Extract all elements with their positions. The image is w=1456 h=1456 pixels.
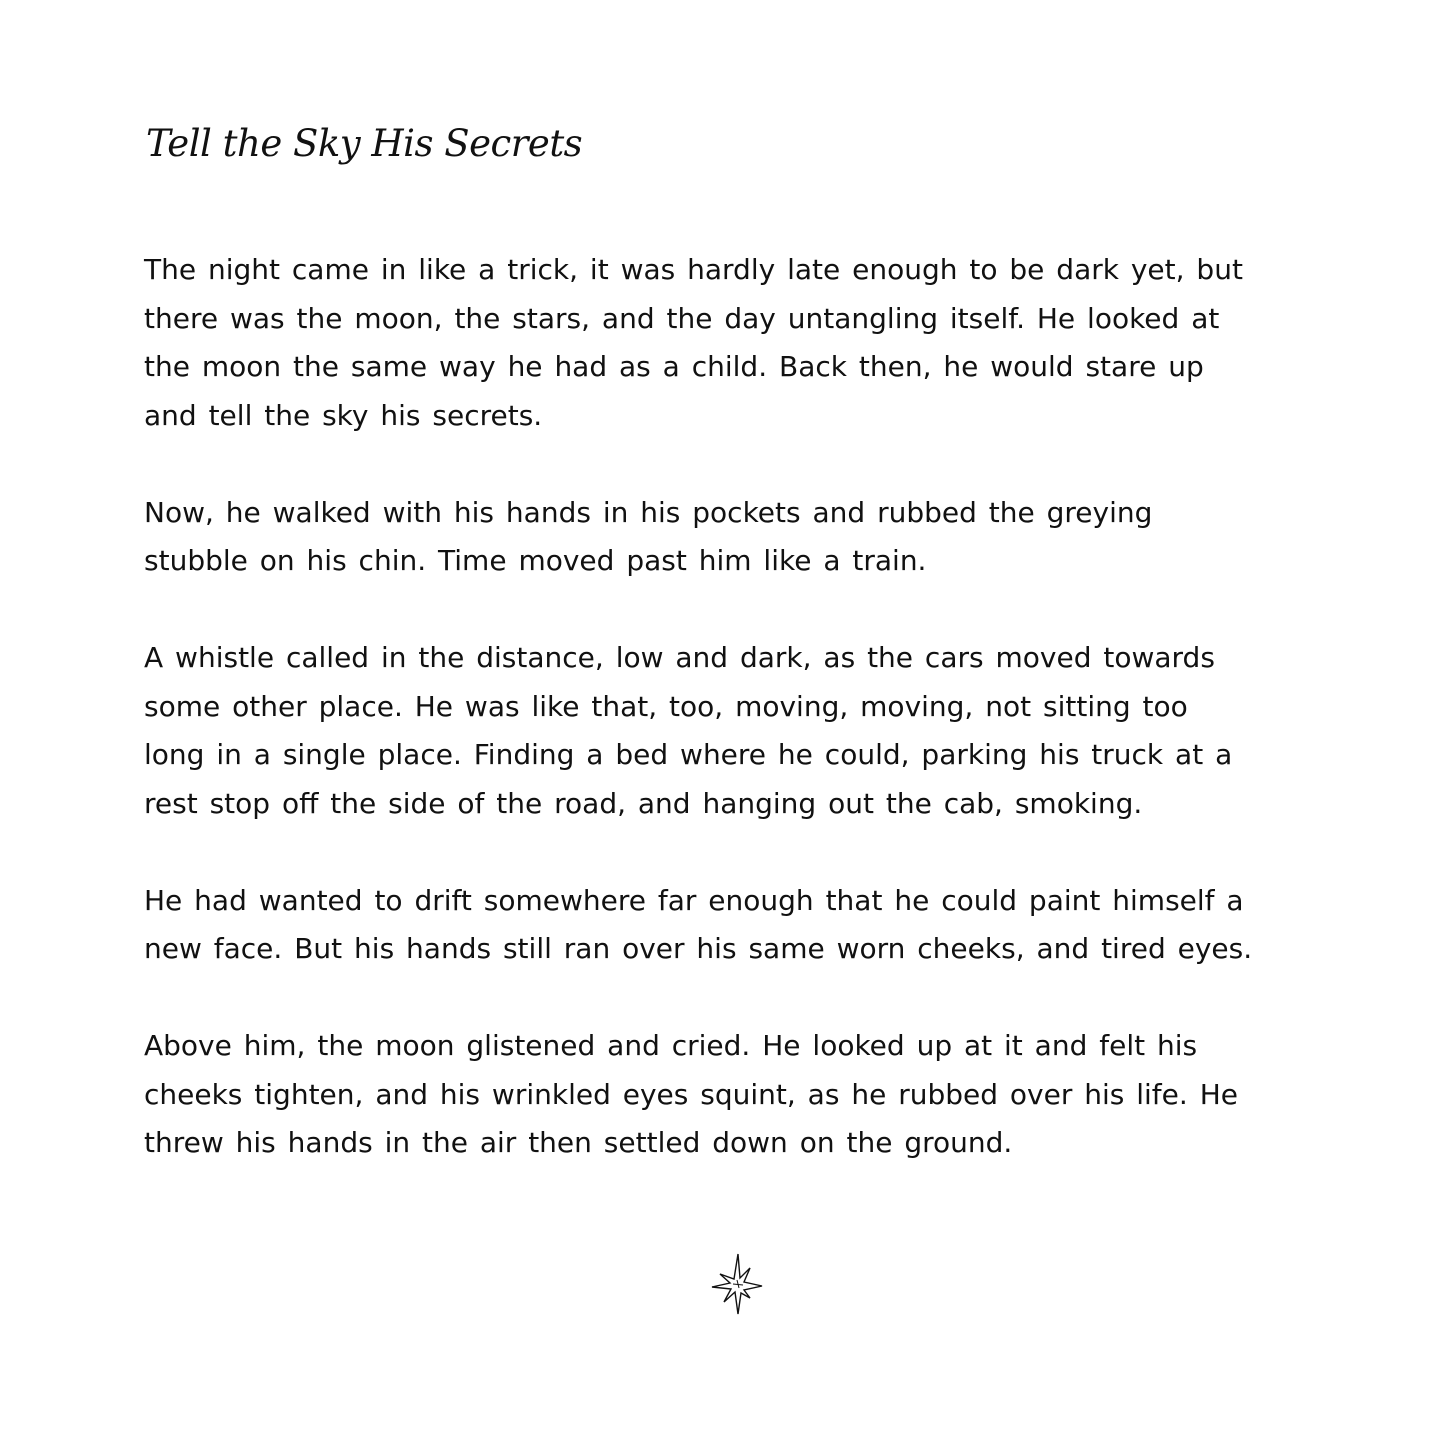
paragraph-1 xyxy=(144,246,1344,440)
text-line: cheeks tighten, and his wrinkled eyes squint, as he rubbed over his life. He xyxy=(144,1077,1238,1111)
star-icon xyxy=(706,1250,766,1316)
text-line: some other place. He was like that, too, moving, moving, not sitting too xyxy=(144,689,1188,723)
text-line: long in a single place. Finding a bed where he could, parking his truck at a xyxy=(144,738,1233,771)
text-line: new face. But his hands still ran over his same worn cheeks, and tired eyes. xyxy=(144,932,1253,965)
text-line: rest stop off the side of the road, and hanging out the cab, smoking. xyxy=(144,786,1143,820)
paragraph-5 xyxy=(144,1022,1344,1168)
text-line: threw his hands in the air then settled down on the ground. xyxy=(144,1126,1013,1159)
paragraph-3 xyxy=(144,634,1344,828)
paragraph-4 xyxy=(144,877,1344,974)
text-line: He had wanted to drift somewhere far enough that he could paint himself a xyxy=(144,883,1244,917)
paragraph-2 xyxy=(144,489,1344,586)
text-line: and tell the sky his secrets. xyxy=(144,398,543,432)
text-line: A whistle called in the distance, low and dark, as the cars moved towards xyxy=(144,641,1215,674)
text-line: Above him, the moon glistened and cried. He looked up at it and felt his xyxy=(144,1029,1198,1062)
story-title: Tell the Sky His Secrets xyxy=(146,122,583,165)
text-line: there was the moon, the stars, and the day untangling itself. He looked at xyxy=(144,301,1220,335)
text-line: The night came in like a trick, it was hardly late enough to be dark yet, but xyxy=(144,253,1243,286)
text-line: stubble on his chin. Time moved past him like a train. xyxy=(144,544,927,577)
text-line: the moon the same way he had as a child. Back then, he would stare up xyxy=(144,350,1204,383)
story-body xyxy=(144,246,1344,1168)
text-line: Now, he walked with his hands in his pockets and rubbed the greying xyxy=(144,495,1153,529)
